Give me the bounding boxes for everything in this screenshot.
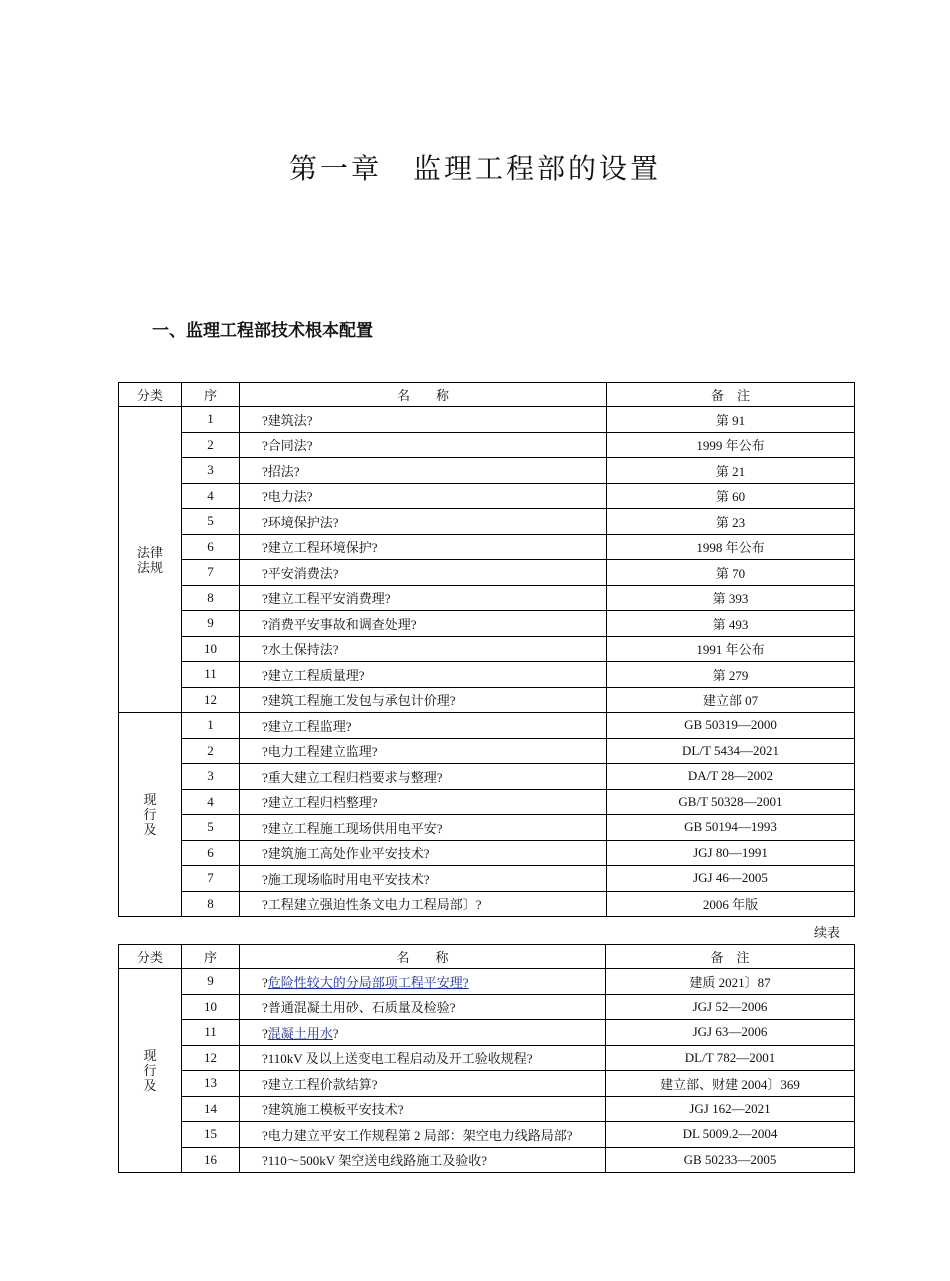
table-row [119, 407, 855, 433]
name-cell: ?招法? [240, 458, 607, 484]
seq-cell: 11 [182, 1020, 240, 1046]
table-row [119, 1096, 855, 1122]
name-cell: ?环境保护法? [240, 509, 607, 535]
note-cell: 建立部 07 [607, 687, 855, 713]
note-cell: 第 393 [607, 585, 855, 611]
note-cell: 第 91 [607, 407, 855, 433]
name-link[interactable]: 混凝土用水 [267, 1025, 333, 1041]
category-label: 法律 法规 [136, 544, 163, 575]
name-cell: ?建立工程平安消费理? [240, 585, 607, 611]
name-cell: ?电力法? [240, 483, 607, 509]
seq-cell: 7 [182, 866, 240, 892]
table-row [119, 611, 855, 637]
regulations-table [118, 382, 855, 917]
seq-cell: 6 [182, 840, 240, 866]
section-heading: 一、监理工程部技术根本配置 [152, 321, 373, 341]
seq-cell: 5 [182, 815, 240, 841]
name-link[interactable]: 危险性较大的分局部项工程平安理? [267, 974, 469, 990]
header-seq: 序 [182, 383, 240, 407]
seq-cell: 9 [182, 969, 240, 995]
name-cell: ?建筑施工高处作业平安技术? [240, 840, 607, 866]
note-cell: 第 493 [607, 611, 855, 637]
header-note: 备 注 [607, 383, 855, 407]
table-row [119, 534, 855, 560]
seq-cell: 8 [182, 891, 240, 917]
name-suffix: ? [332, 1025, 339, 1041]
seq-cell: 16 [182, 1147, 240, 1173]
continuation-label: 续表 [813, 925, 840, 940]
name-cell: ?建立工程监理? [240, 713, 607, 739]
name-cell: ?建立工程质量理? [240, 662, 607, 688]
category-label: 现 行 及 [143, 1048, 157, 1093]
note-cell: DL 5009.2—2004 [606, 1122, 855, 1148]
table-row [119, 1147, 855, 1173]
header-category: 分类 [119, 383, 182, 407]
table-row [119, 1045, 855, 1071]
seq-cell: 13 [182, 1071, 240, 1097]
seq-cell: 10 [182, 994, 240, 1020]
note-cell: JGJ 162—2021 [606, 1096, 855, 1122]
note-cell: DL/T 5434—2021 [607, 738, 855, 764]
note-cell: GB 50194—1993 [607, 815, 855, 841]
table-row [119, 764, 855, 790]
seq-cell: 1 [182, 407, 240, 433]
name-cell: ?建立工程价款结算? [240, 1071, 606, 1097]
seq-cell: 3 [182, 764, 240, 790]
name-cell: ?建筑工程施工发包与承包计价理? [240, 687, 607, 713]
seq-cell: 8 [182, 585, 240, 611]
table-row [119, 969, 855, 995]
table-body [119, 407, 855, 917]
table-header-row [119, 383, 855, 407]
name-cell: ?110kV 及以上送变电工程启动及开工验收规程? [240, 1045, 606, 1071]
table-row [119, 891, 855, 917]
note-cell: 建立部、财建 2004〕369 [606, 1071, 855, 1097]
seq-cell: 1 [182, 713, 240, 739]
name-cell: ?建立工程归档整理? [240, 789, 607, 815]
table-row [119, 738, 855, 764]
seq-cell: 10 [182, 636, 240, 662]
note-cell: JGJ 63—2006 [606, 1020, 855, 1046]
note-cell: DL/T 782—2001 [606, 1045, 855, 1071]
header-seq: 序 [182, 945, 240, 969]
category-cell [119, 713, 182, 917]
table-row [119, 458, 855, 484]
name-cell: ?施工现场临时用电平安技术? [240, 866, 607, 892]
name-cell [240, 1020, 606, 1046]
note-cell: JGJ 80—1991 [607, 840, 855, 866]
category-cell [119, 969, 182, 1173]
seq-cell: 11 [182, 662, 240, 688]
note-cell: GB 50319—2000 [607, 713, 855, 739]
header-name: 名 称 [240, 945, 606, 969]
table-row [119, 1020, 855, 1046]
name-cell: ?电力建立平安工作规程第 2 局部：架空电力线路局部? [240, 1122, 606, 1148]
table-body [119, 969, 855, 1173]
table-row [119, 994, 855, 1020]
note-cell: GB 50233—2005 [606, 1147, 855, 1173]
seq-cell: 14 [182, 1096, 240, 1122]
table-row [119, 1122, 855, 1148]
table-row [119, 636, 855, 662]
name-cell: ?水土保持法? [240, 636, 607, 662]
note-cell: 第 23 [607, 509, 855, 535]
seq-cell: 4 [182, 483, 240, 509]
note-cell: GB/T 50328—2001 [607, 789, 855, 815]
note-cell: 第 70 [607, 560, 855, 586]
table-row [119, 815, 855, 841]
note-cell: JGJ 46—2005 [607, 866, 855, 892]
table-row [119, 789, 855, 815]
seq-cell: 3 [182, 458, 240, 484]
seq-cell: 12 [182, 687, 240, 713]
name-cell: ?110～500kV 架空送电线路施工及验收? [240, 1147, 606, 1173]
name-cell: ?建筑法? [240, 407, 607, 433]
table-row [119, 687, 855, 713]
note-cell: JGJ 52—2006 [606, 994, 855, 1020]
note-cell: 1998 年公布 [607, 534, 855, 560]
name-cell: ?合同法? [240, 432, 607, 458]
note-cell: DA/T 28—2002 [607, 764, 855, 790]
table-row [119, 662, 855, 688]
seq-cell: 12 [182, 1045, 240, 1071]
name-cell: ?电力工程建立监理? [240, 738, 607, 764]
seq-cell: 7 [182, 560, 240, 586]
table-row [119, 483, 855, 509]
table-row [119, 840, 855, 866]
table-row [119, 713, 855, 739]
note-cell: 建质 2021〕87 [606, 969, 855, 995]
regulations-table-continued [118, 944, 855, 1173]
seq-cell: 6 [182, 534, 240, 560]
chapter-title: 第一章 监理工程部的设置 [288, 152, 661, 185]
header-note: 备 注 [606, 945, 855, 969]
name-cell: ?工程建立强迫性条文电力工程局部〕? [240, 891, 607, 917]
note-cell: 1991 年公布 [607, 636, 855, 662]
table-row [119, 585, 855, 611]
name-cell: ?建立工程施工现场供用电平安? [240, 815, 607, 841]
name-cell: ?普通混凝土用砂、石质量及检验? [240, 994, 606, 1020]
name-cell: ?平安消费法? [240, 560, 607, 586]
name-cell [240, 969, 606, 995]
table-row [119, 866, 855, 892]
note-cell: 第 21 [607, 458, 855, 484]
note-cell: 第 279 [607, 662, 855, 688]
name-cell: ?消费平安事故和调查处理? [240, 611, 607, 637]
name-prefix: ? [262, 974, 268, 990]
seq-cell: 9 [182, 611, 240, 637]
note-cell: 2006 年版 [607, 891, 855, 917]
seq-cell: 4 [182, 789, 240, 815]
seq-cell: 2 [182, 738, 240, 764]
table-row [119, 1071, 855, 1097]
seq-cell: 15 [182, 1122, 240, 1148]
category-label: 现 行 及 [143, 792, 157, 837]
note-cell: 1999 年公布 [607, 432, 855, 458]
seq-cell: 5 [182, 509, 240, 535]
table-row [119, 432, 855, 458]
header-name: 名 称 [240, 383, 607, 407]
header-category: 分类 [119, 945, 182, 969]
note-cell: 第 60 [607, 483, 855, 509]
table-row [119, 560, 855, 586]
name-cell: ?建筑施工模板平安技术? [240, 1096, 606, 1122]
name-cell: ?重大建立工程归档要求与整理? [240, 764, 607, 790]
category-cell [119, 407, 182, 713]
table-row [119, 509, 855, 535]
seq-cell: 2 [182, 432, 240, 458]
name-cell: ?建立工程环境保护? [240, 534, 607, 560]
name-prefix: ? [262, 1025, 268, 1041]
table-header-row [119, 945, 855, 969]
